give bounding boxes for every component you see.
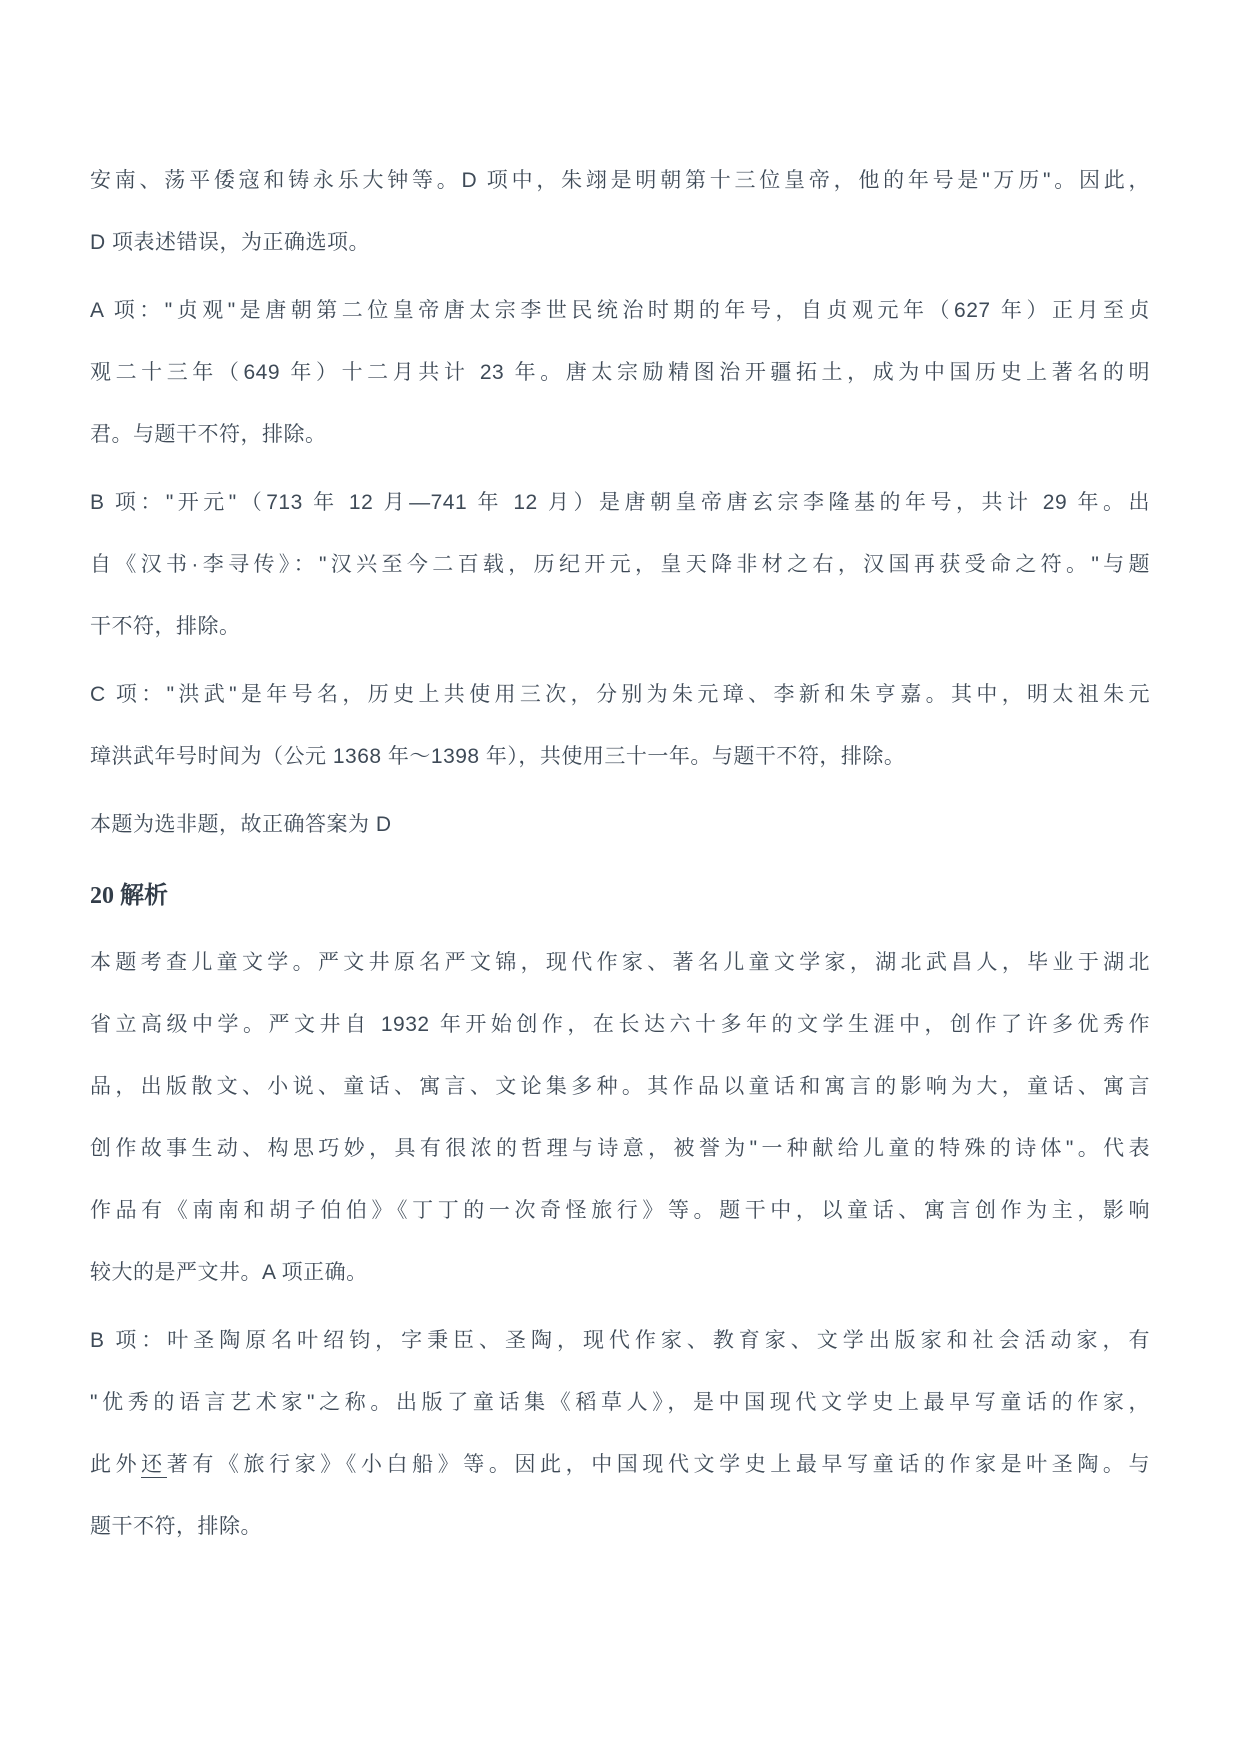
- text-line: C 项："洪武"是年号名，历史上共使用三次，分别为朱元璋、李新和朱亨嘉。其中，明太祖朱元: [90, 683, 1150, 706]
- text-line: 品，出版散文、小说、童话、寓言、文论集多种。其作品以童话和寓言的影响为大，童话、寓言: [90, 1075, 1150, 1098]
- paragraph-b-option-q20: [90, 1310, 1150, 1558]
- text-line: D 项表述错误，为正确选项。: [90, 231, 370, 254]
- q19-analysis-section: [90, 150, 1150, 856]
- text-line: 题干不符，排除。: [90, 1515, 262, 1538]
- text-line: 安南、荡平倭寇和铸永乐大钟等。D 项中，朱翊是明朝第十三位皇帝，他的年号是"万历"。因此，: [90, 169, 1150, 192]
- text-segment: 著有《旅行家》《小白船》等。因此，中国现代文学史上最早写童话的作家是叶圣陶。与: [166, 1453, 1151, 1476]
- text-line: 本题为选非题，故正确答案为 D: [90, 813, 392, 836]
- underlined-text: 还: [141, 1453, 167, 1476]
- text-line: 自《汉书·李寻传》："汉兴至今二百载，历纪开元，皇天降非材之右，汉国再获受命之符。"与题: [90, 553, 1150, 576]
- paragraph-b-option: [90, 472, 1150, 658]
- section-heading-20: 20 解析: [90, 883, 168, 909]
- q20-analysis-section: [90, 932, 1150, 1558]
- text-line: [90, 1434, 1150, 1496]
- paragraph-d-option: [90, 150, 1150, 274]
- paragraph-a-option: [90, 280, 1150, 466]
- paragraph-c-option: [90, 664, 1150, 788]
- text-segment: 此外: [90, 1453, 142, 1476]
- text-line: 较大的是严文井。A 项正确。: [90, 1261, 368, 1284]
- text-line: 璋洪武年号时间为（公元 1368 年～1398 年），共使用三十一年。与题干不符，排除。: [90, 745, 906, 768]
- text-line: A 项："贞观"是唐朝第二位皇帝唐太宗李世民统治时期的年号，自贞观元年（627 年）正月至贞: [90, 299, 1150, 322]
- text-line: "优秀的语言艺术家"之称。出版了童话集《稻草人》，是中国现代文学史上最早写童话的作家，: [90, 1391, 1150, 1414]
- text-line: 君。与题干不符，排除。: [90, 423, 327, 446]
- text-line: 省立高级中学。严文井自 1932 年开始创作，在长达六十多年的文学生涯中，创作了许多优秀作: [90, 1013, 1150, 1036]
- text-line: 观二十三年（649 年）十二月共计 23 年。唐太宗励精图治开疆拓土，成为中国历史上著名的明: [90, 361, 1150, 384]
- text-line: 创作故事生动、构思巧妙，具有很浓的哲理与诗意，被誉为"一种献给儿童的特殊的诗体"。代表: [90, 1137, 1150, 1160]
- text-line: B 项："开元"（713 年 12 月—741 年 12 月）是唐朝皇帝唐玄宗李隆基的年号，共计 29 年。出: [90, 491, 1150, 514]
- paragraph-conclusion: [90, 794, 1150, 856]
- paragraph-a-option-q20: [90, 932, 1150, 1304]
- text-line: 作品有《南南和胡子伯伯》《丁丁的一次奇怪旅行》等。题干中，以童话、寓言创作为主，影响: [90, 1199, 1150, 1222]
- text-line: 干不符，排除。: [90, 615, 241, 638]
- text-line: B 项：叶圣陶原名叶绍钧，字秉臣、圣陶，现代作家、教育家、文学出版家和社会活动家，有: [90, 1329, 1150, 1352]
- text-line: 本题考查儿童文学。严文井原名严文锦，现代作家、著名儿童文学家，湖北武昌人，毕业于湖北: [90, 951, 1150, 974]
